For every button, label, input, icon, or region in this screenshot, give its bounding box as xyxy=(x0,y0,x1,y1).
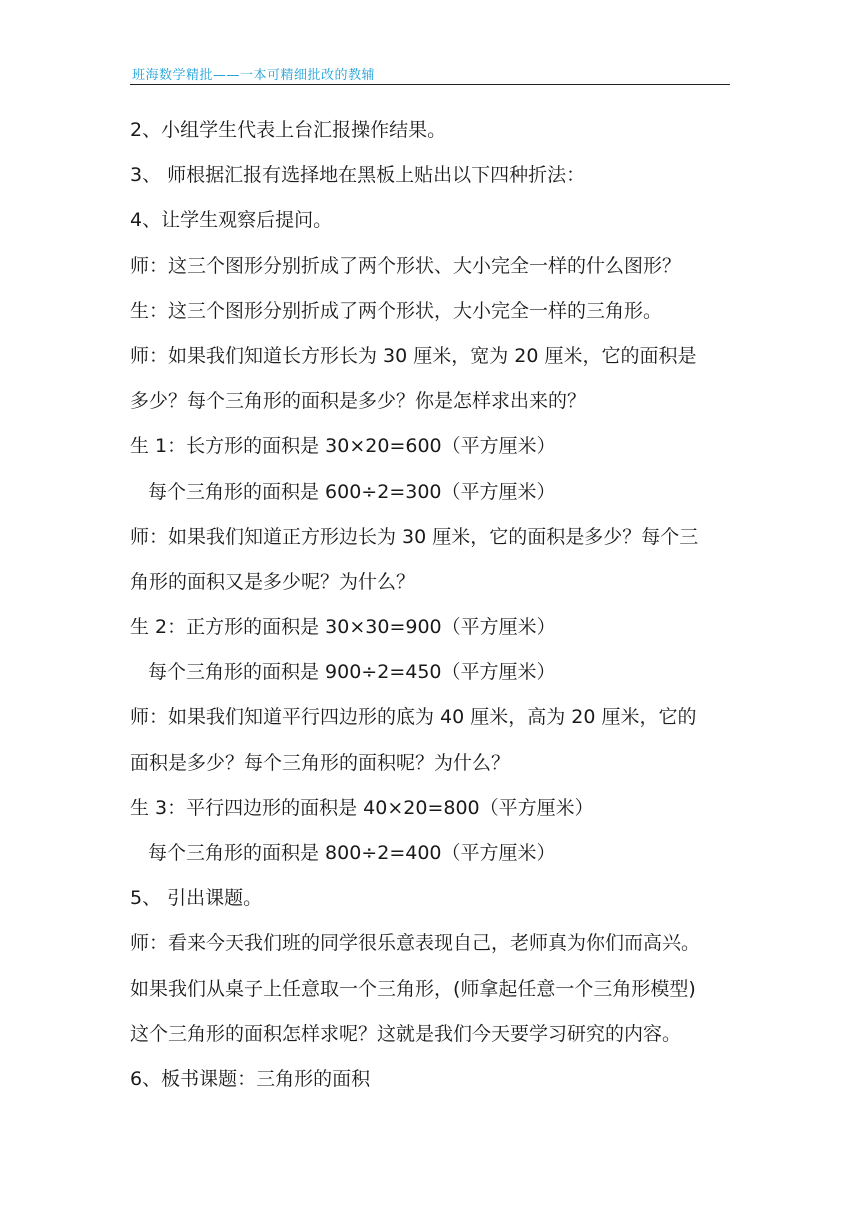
text-line: 多少？每个三角形的面积是多少？你是怎样求出来的？ xyxy=(130,390,587,413)
text-line: 师：如果我们知道平行四边形的底为 40 厘米，高为 20 厘米，它的 xyxy=(130,706,697,729)
document-body xyxy=(130,108,740,1102)
text-line: 师：看来今天我们班的同学很乐意表现自己，老师真为你们而高兴。 xyxy=(130,932,701,955)
text-line: 生 2：正方形的面积是 30×30=900（平方厘米） xyxy=(130,616,556,639)
text-line: 4、让学生观察后提问。 xyxy=(130,209,333,232)
text-line: 2、小组学生代表上台汇报操作结果。 xyxy=(130,119,447,141)
header-title: 班海数学精批——一本可精细批改的教辅 xyxy=(132,68,376,83)
text-line: 5、 引出课题。 xyxy=(130,887,263,910)
text-line: 生 1：长方形的面积是 30×20=600（平方厘米） xyxy=(130,435,556,458)
text-line: 每个三角形的面积是 600÷2=300（平方厘米） xyxy=(148,480,556,503)
text-line: 面积是多少？每个三角形的面积呢？为什么？ xyxy=(130,751,511,774)
text-line: 每个三角形的面积是 800÷2=400（平方厘米） xyxy=(148,842,556,864)
text-line: 生 3：平行四边形的面积是 40×20=800（平方厘米） xyxy=(130,796,594,819)
text-line: 每个三角形的面积是 900÷2=450（平方厘米） xyxy=(148,661,556,684)
text-line: 6、板书课题：三角形的面积 xyxy=(130,1067,371,1090)
text-line: 师：这三个图形分别折成了两个形状、大小完全一样的什么图形？ xyxy=(130,254,682,277)
text-line: 这个三角形的面积怎样求呢？这就是我们今天要学习研究的内容。 xyxy=(130,1022,682,1045)
text-line: 角形的面积又是多少呢？为什么？ xyxy=(130,570,416,593)
text-line: 师：如果我们知道正方形边长为 30 厘米，它的面积是多少？每个三 xyxy=(130,525,699,548)
text-line: 如果我们从桌子上任意取一个三角形，(师拿起任意一个三角形模型) xyxy=(130,977,696,1000)
text-line: 3、 师根据汇报有选择地在黑板上贴出以下四种折法： xyxy=(130,164,586,187)
page-header xyxy=(130,60,730,85)
text-line: 生：这三个图形分别折成了两个形状，大小完全一样的三角形。 xyxy=(130,299,663,322)
text-line: 师：如果我们知道长方形长为 30 厘米，宽为 20 厘米，它的面积是 xyxy=(130,344,697,367)
